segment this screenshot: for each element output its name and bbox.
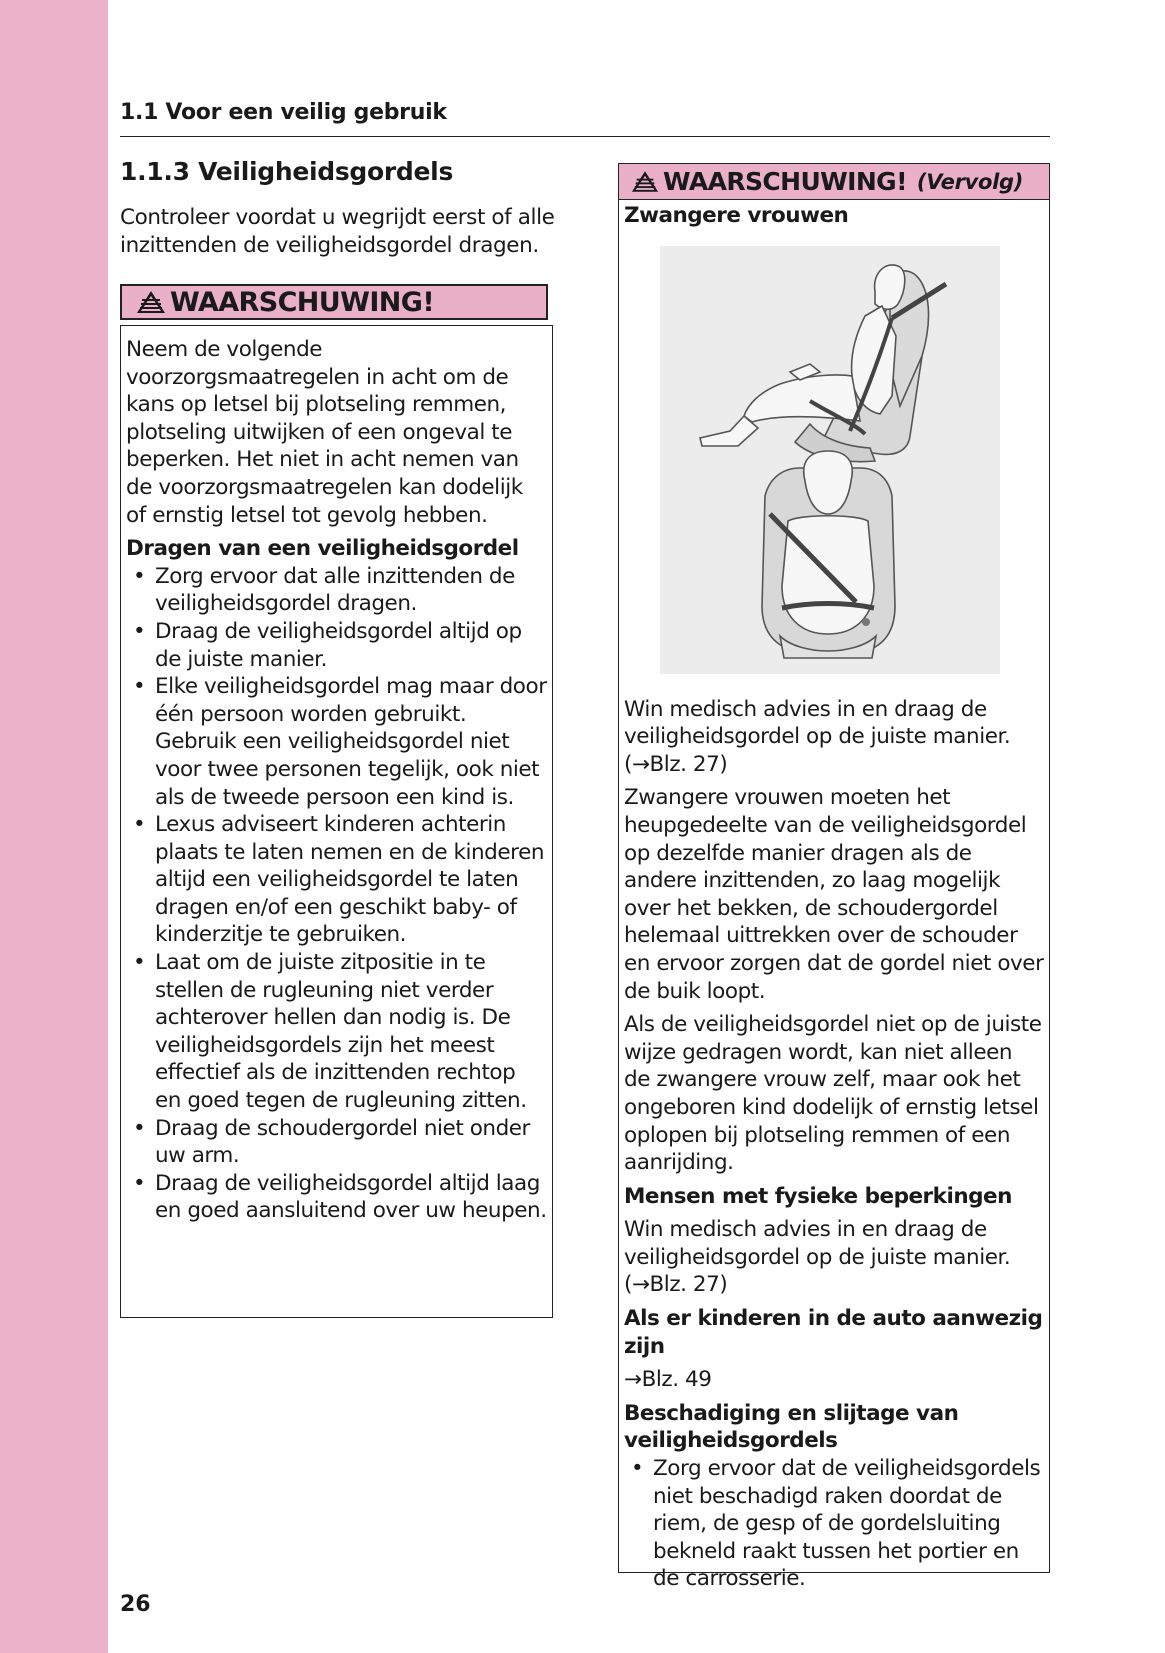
warning-triangle-icon: [136, 290, 166, 314]
children-reference: →Blz. 49: [624, 1367, 712, 1393]
pregnant-belt-instructions: Zwangere vrouwen moeten het heupgedeelte van de veiligheidsgordel op dezelfde manier dragen als de andere inzittenden, zo laag mogelijk over het bekken, de schoudergordel helemaal uittrekken over de schouder en ervoor zorgen dat de gordel niet over de buik loopt.: [624, 785, 1044, 1004]
pregnant-seatbelt-illustration: [660, 246, 1000, 674]
list-item: • Lexus adviseert kinderen achterin plaats te laten nemen en de kinderen altijd een veiligheidsgordel te laten dragen en/of een geschikt baby- of kinderzitje te gebruiken.: [126, 811, 547, 949]
damage-bullet-list: [624, 1455, 1044, 1593]
warning-continued-title: WAARSCHUWING!: [663, 167, 907, 196]
pregnant-advice: Win medisch advies in en draag de veiligheidsgordel op de juiste manier. (→Blz. 27): [624, 696, 1011, 777]
warning-heading: Dragen van een veiligheidsgordel: [126, 536, 519, 562]
section-header: [120, 100, 1050, 137]
disabled-heading: Mensen met fysieke beperkingen: [624, 1183, 1012, 1209]
warning-continued-title-bar: [619, 164, 1049, 200]
list-item: • Draag de veiligheidsgordel altijd laag en goed aansluitend over uw heupen.: [126, 1170, 547, 1225]
list-item: • Draag de schoudergordel niet onder uw arm.: [126, 1115, 547, 1170]
warning-body: [120, 325, 553, 1318]
intro-text: Controleer voordat u wegrijdt eerst of alle inzittenden de veiligheidsgordel dragen.: [120, 205, 555, 258]
pregnant-heading: Zwangere vrouwen: [624, 203, 849, 228]
subsection-title: 1.1.3 Veiligheidsgordels: [120, 157, 454, 186]
warning-title-box: [120, 284, 548, 320]
warning-continued-box: [618, 163, 1050, 1592]
warning-bullet-list: [126, 563, 547, 1225]
warning-continued-content: [619, 200, 1049, 1593]
list-item: • Zorg ervoor dat de veiligheidsgordels niet beschadigd raken doordat de riem, de gesp of de gordelsluiting bekneld raakt tussen het portier en de carrosserie.: [624, 1455, 1044, 1593]
section-title: 1.1 Voor een veilig gebruik: [120, 100, 447, 125]
warning-triangle-icon: [631, 170, 659, 193]
list-item: • Draag de veiligheidsgordel altijd op de juiste manier.: [126, 618, 547, 673]
list-item: • Elke veiligheidsgordel mag maar door één persoon worden gebruikt. Gebruik een veiligheidsgordel niet voor twee personen tegelijk, ook niet als de tweede persoon een kind is.: [126, 673, 547, 811]
warning-title: WAARSCHUWING!: [170, 286, 435, 318]
pregnant-belt-risk: Als de veiligheidsgordel niet op de juiste wijze gedragen wordt, kan niet alleen de zwangere vrouw zelf, maar ook het ongeboren kind dodelijk of ernstig letsel oplopen bij plotseling remmen of een aanrijding.: [624, 1012, 1042, 1176]
warning-continued-label: (Vervolg): [916, 169, 1024, 194]
damage-heading: Beschadiging en slijtage van veiligheidsgordels: [624, 1400, 959, 1454]
list-item: • Zorg ervoor dat alle inzittenden de veiligheidsgordel dragen.: [126, 563, 547, 618]
side-color-strip: [0, 0, 108, 1653]
warning-intro: Neem de volgende voorzorgsmaatregelen in acht om de kans op letsel bij plotseling remmen, plotseling uitwijken of een ongeval te beperken. Het niet in acht nemen van de voorzorgsmaatregelen kan dodelijk of ernstig letsel tot gevolg hebben.: [126, 337, 523, 528]
children-heading: Als er kinderen in de auto aanwezig zijn: [624, 1306, 1043, 1359]
page-number: 26: [120, 1592, 151, 1617]
disabled-advice: Win medisch advies in en draag de veiligheidsgordel op de juiste manier. (→Blz. 27): [624, 1217, 1011, 1298]
list-item: • Laat om de juiste zitpositie in te stellen de rugleuning niet verder achterover hellen dan nodig is. De veiligheidsgordels zijn het meest effectief als de inzittenden rechtop en goed tegen de rugleuning zitten.: [126, 949, 547, 1115]
